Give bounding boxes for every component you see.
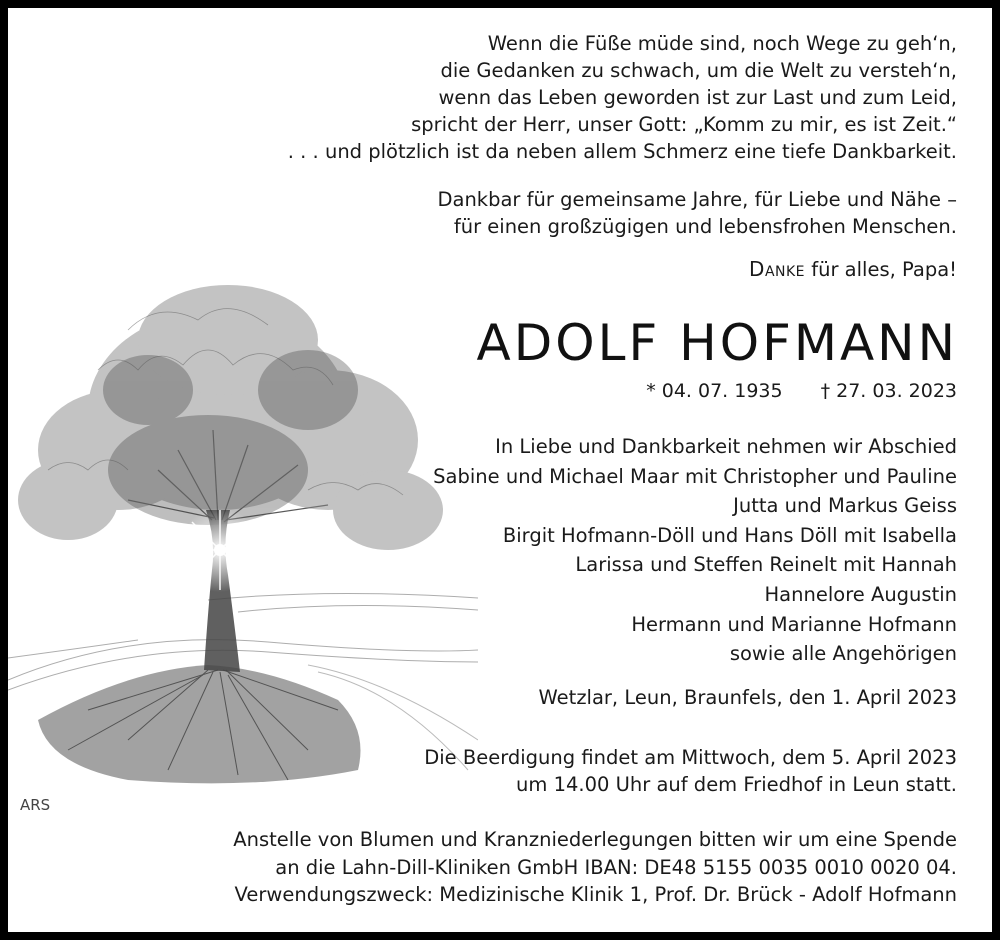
poem-line: die Gedanken zu schwach, um die Welt zu versteh‘n,: [440, 59, 957, 82]
tree-illustration: [8, 270, 478, 810]
poem-line: spricht der Herr, unser Gott: „Komm zu mir, es ist Zeit.“: [411, 113, 957, 136]
death-date: † 27. 03. 2023: [820, 380, 957, 402]
thank-you-rest: für alles, Papa!: [805, 258, 957, 281]
donation-request: [233, 826, 957, 909]
poem-line: . . . und plötzlich ist da neben allem Schmerz eine tiefe Dankbarkeit.: [287, 140, 957, 163]
funeral-info: [424, 744, 957, 798]
donation-line: Anstelle von Blumen und Kranzniederlegungen bitten wir um eine Spende: [233, 828, 957, 851]
mourners-line: Sabine und Michael Maar mit Christopher und Pauline: [433, 464, 957, 488]
thank-you-line: [749, 256, 957, 283]
mourners-list: [433, 432, 957, 669]
deceased-name: [477, 314, 958, 372]
deceased-last-name: HOFMANN: [679, 314, 958, 372]
mourners-line: Larissa und Steffen Reinelt mit Hannah: [575, 553, 957, 577]
place-and-date: [539, 684, 957, 711]
funeral-line: Die Beerdigung findet am Mittwoch, dem 5. April 2023: [424, 746, 957, 769]
gratitude-text: [437, 186, 957, 240]
funeral-line: um 14.00 Uhr auf dem Friedhof in Leun statt.: [516, 773, 957, 796]
poem-line: wenn das Leben geworden ist zur Last und zum Leid,: [438, 86, 957, 109]
birth-date: * 04. 07. 1935: [646, 380, 783, 402]
artist-signature: ARS: [20, 796, 51, 810]
donation-line: an die Lahn-Dill-Kliniken GmbH IBAN: DE48 5155 0035 0010 0020 04.: [275, 855, 957, 879]
obituary-notice: [8, 8, 992, 932]
gratitude-line: für einen großzügigen und lebensfrohen Menschen.: [453, 215, 957, 238]
mourners-line: Birgit Hofmann-Döll und Hans Döll mit Isabella: [502, 523, 957, 547]
gratitude-line: Dankbar für gemeinsame Jahre, für Liebe und Nähe –: [437, 188, 957, 211]
place-date-line: Wetzlar, Leun, Braunfels, den 1. April 2023: [538, 686, 957, 709]
poem-line: Wenn die Füße müde sind, noch Wege zu geh‘n,: [487, 32, 957, 55]
mourners-line: Jutta und Markus Geiss: [733, 494, 957, 518]
life-dates: [646, 378, 957, 405]
mourners-line: Hermann und Marianne Hofmann: [631, 612, 957, 636]
mourners-line: sowie alle Angehörigen: [729, 642, 957, 666]
deceased-first-name: ADOLF: [476, 314, 661, 372]
poem: [288, 30, 957, 165]
mourners-line: In Liebe und Dankbarkeit nehmen wir Abschied: [495, 435, 957, 458]
mourners-line: Hannelore Augustin: [764, 582, 957, 606]
thank-you-word: Danke: [749, 257, 806, 281]
donation-line: Verwendungszweck: Medizinische Klinik 1, Prof. Dr. Brück - Adolf Hofmann: [234, 883, 957, 906]
